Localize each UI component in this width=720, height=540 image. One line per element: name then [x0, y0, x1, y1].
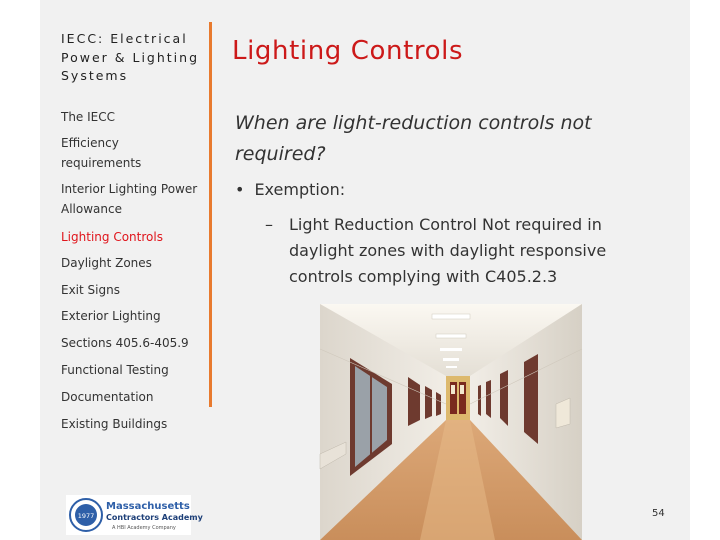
sidebar-item-lighting-controls[interactable]: Lighting Controls	[61, 230, 163, 244]
logo-line3: A HBI Academy Company	[112, 525, 176, 531]
sidebar-item-efficiency-requirements[interactable]: Efficiency requirements	[61, 136, 142, 170]
right-margin-strip	[690, 0, 720, 540]
sidebar-item-interior-lighting-power-allowance[interactable]: Interior Lighting Power Allowance	[61, 182, 198, 216]
question-text: When are light-reduction controls not required?	[235, 112, 592, 165]
logo-line2: Contractors Academy	[106, 513, 203, 522]
sidebar-item-the-iecc[interactable]: The IECC	[61, 110, 116, 124]
sidebar-item-existing-buildings[interactable]: Existing Buildings	[61, 417, 168, 431]
sidebar-item-documentation[interactable]: Documentation	[61, 390, 154, 404]
logo-line1: Massachusetts	[106, 501, 190, 512]
sidebar-item-functional-testing[interactable]: Functional Testing	[61, 363, 169, 377]
bullet-marker: •	[235, 180, 245, 199]
sub-bullet-text: Light Reduction Control Not required in daylight zones with daylight responsive controls complying with C405.2.3	[289, 215, 607, 286]
logo-badge-text: 1977	[77, 512, 95, 520]
sidebar-item-sections-405-6-405-9[interactable]: Sections 405.6-405.9	[61, 336, 189, 350]
bullet-exemption	[235, 178, 345, 202]
sidebar-item-daylight-zones[interactable]: Daylight Zones	[61, 256, 152, 270]
sidebar-title: IECC: Electrical Power & Lighting Systems	[61, 31, 200, 83]
slide-title: Lighting Controls	[232, 36, 464, 66]
sidebar-item-exit-signs[interactable]: Exit Signs	[61, 283, 120, 297]
sidebar-item-exterior-lighting[interactable]: Exterior Lighting	[61, 309, 161, 323]
academy-logo	[66, 495, 203, 535]
hallway-photo	[320, 304, 582, 540]
bullet-label: Exemption:	[254, 180, 346, 199]
page-number: 54	[652, 508, 665, 519]
left-margin-strip	[0, 0, 40, 540]
sub-bullet-marker: –	[265, 215, 273, 234]
accent-divider	[209, 22, 212, 407]
academy-logo-graphic	[66, 495, 203, 535]
